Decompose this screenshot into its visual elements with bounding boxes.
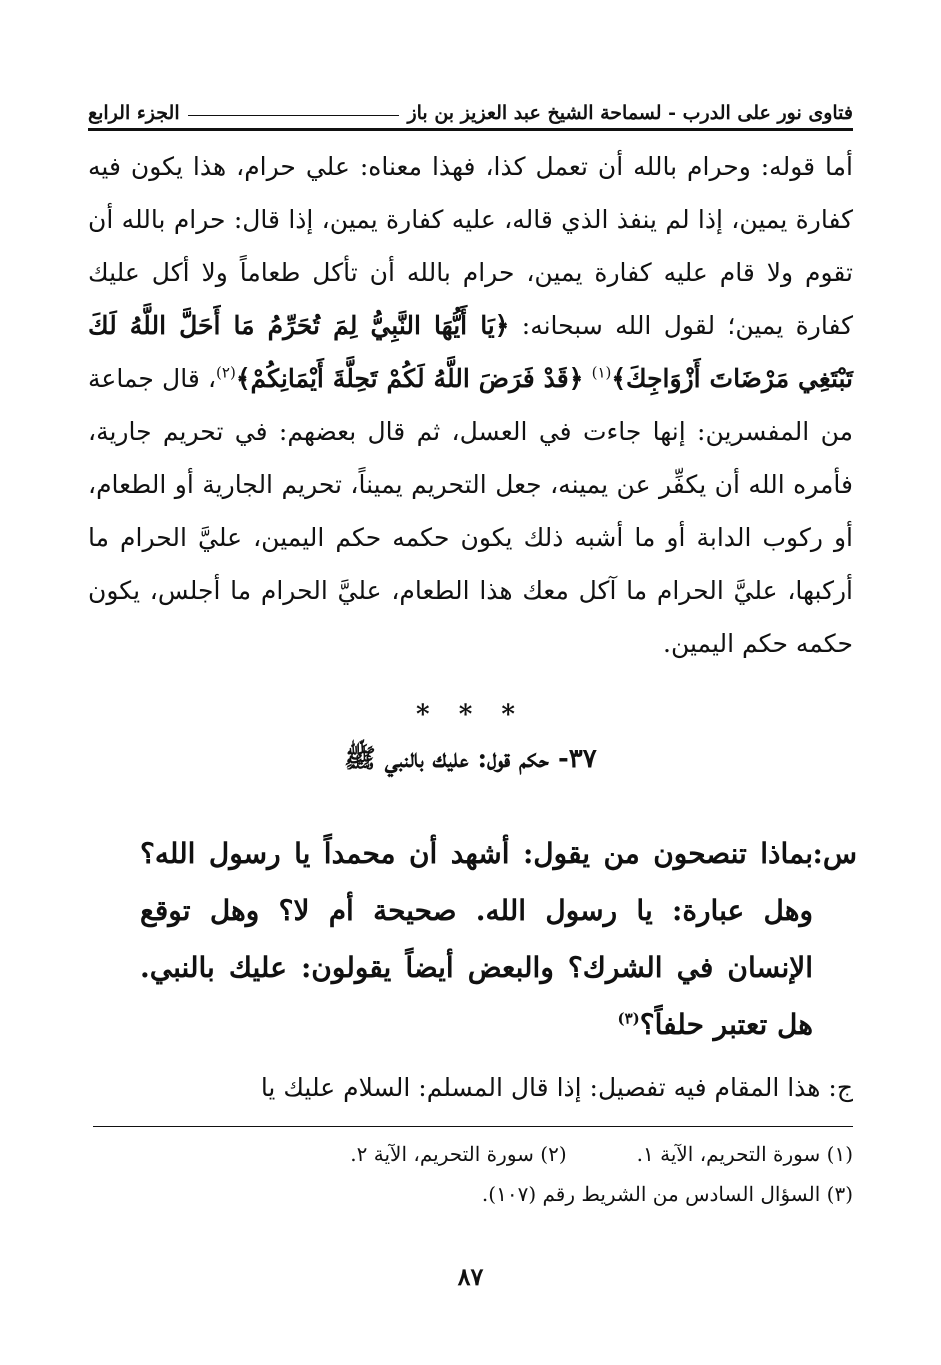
footnote-marker-1: (١) xyxy=(591,363,612,382)
footnotes xyxy=(88,1134,853,1214)
footnote-divider xyxy=(93,1126,853,1127)
question-block xyxy=(140,825,857,1053)
body-text-after-verse: ، قال جماعة من المفسرين: إنها جاءت في العسل، ثم قال بعضهم: في تحريم جارية، فأمره الله أن يكفِّر عن يمينه، جعل التحريم يميناً، تحريم الجارية أو الطعام، أو ركوب الدابة أو ما أشبه ذلك يكون حكمه حكم اليمين، عليَّ الحرام ما أركبها، عليَّ الحرام ما آكل معك هذا الطعام، عليَّ الحرام ما أجلس، يكون حكمه حكم اليمين. xyxy=(88,364,853,658)
footnote-1: (١) سورة التحريم، الآية ١. xyxy=(636,1142,853,1166)
quran-verse-1: ﴿يَا أَيُّهَا النَّبِيُّ لِمَ تُحَرِّمُ مَا أَحَلَّ اللَّهُ لَكَ تَبْتَغِي مَرْضَاتَ أَزْوَاجِكَ﴾ xyxy=(88,311,853,393)
answer-block xyxy=(88,1068,853,1108)
footnote-marker-2: (٢) xyxy=(216,363,236,382)
footnote-marker-3: (٣) xyxy=(617,1009,640,1028)
answer-text: ج: هذا المقام فيه تفصيل: إذا قال المسلم: السلام عليك يا xyxy=(260,1073,853,1102)
section-title: ٣٧- حكم قول: عليك بالنبي ﷺ xyxy=(344,744,597,774)
body-paragraph xyxy=(88,140,853,670)
question-text: بماذا تنصحون من يقول: أشهد أن محمداً يا رسول الله؟ وهل عبارة: يا رسول الله. صحيحة أم لا؟ وهل توقع الإنسان في الشرك؟ والبعض أيضاً يقولون: عليك بالنبي. هل تعتبر حلفاً؟ xyxy=(140,837,813,1041)
header-rule xyxy=(188,115,400,116)
footnote-2: (٢) سورة التحريم، الآية ٢. xyxy=(350,1142,567,1166)
quran-verse-2: ﴿قَدْ فَرَضَ اللَّهُ لَكُمْ تَحِلَّةَ أَيْمَانِكُمْ﴾ xyxy=(235,364,584,393)
question-label: س: xyxy=(812,837,857,870)
header-series-title: فتاوى نور على الدرب - لسماحة الشيخ عبد العزيز بن باز xyxy=(407,102,853,124)
body-text-before-verse: أما قوله: وحرام بالله أن تعمل كذا، فهذا معناه: علي حرام، هذا يكون فيه كفارة يمين، إذا لم ينفذ الذي قاله، عليه كفارة يمين، إذا قال: حرام بالله أن تقوم ولا قام عليه كفارة يمين، حرام بالله أن تأكل طعاماً ولا أكل عليك كفارة يمين؛ لقول الله سبحانه: xyxy=(88,152,854,340)
header-volume: الجزء الرابع xyxy=(88,102,180,124)
page-number: ٨٧ xyxy=(457,1262,484,1291)
running-header xyxy=(88,84,853,131)
section-separator: * * * xyxy=(416,700,525,730)
footnote-3: (٣) السؤال السادس من الشريط رقم (١٠٧). xyxy=(481,1182,853,1206)
